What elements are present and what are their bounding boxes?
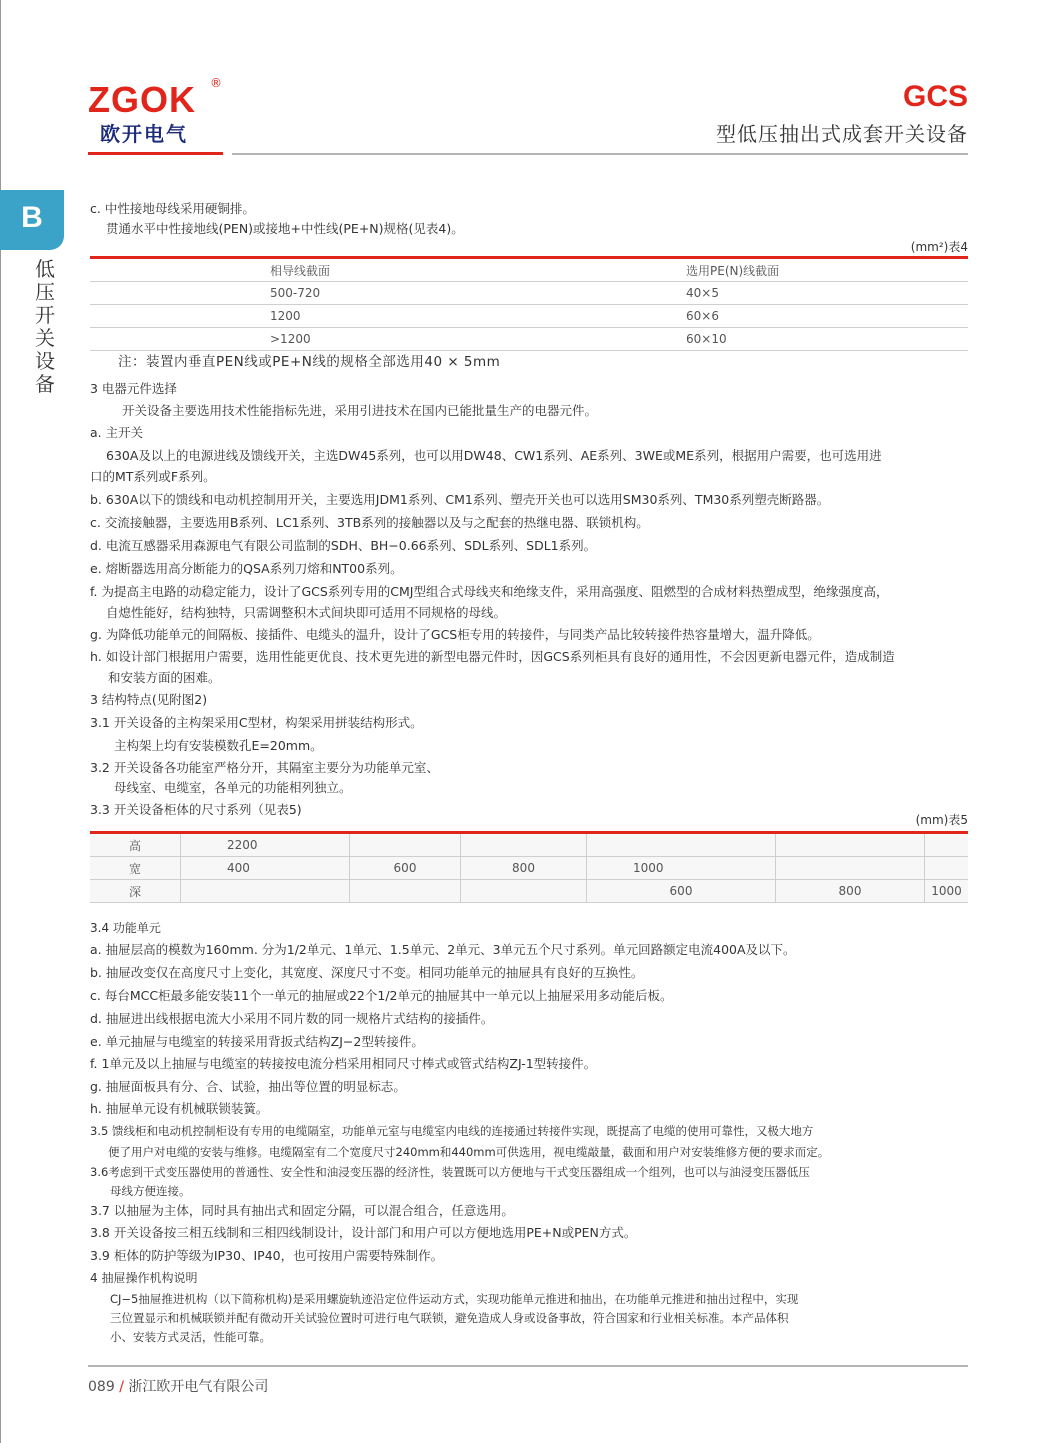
paragraph: e. 单元抽屉与电缆室的转接采用背扳式结构ZJ−2型转接件。 [90, 1034, 424, 1049]
paragraph: b. 抽屉改变仅在高度尺寸上变化，其宽度、深度尺寸不变。相同功能单元的抽屉具有良好的互换性。 [90, 965, 644, 980]
paragraph: 便了用户对电缆的安装与维修。电缆隔室有二个宽度尺寸240mm和440mm可供选用，视电缆敲量，截面和用户对安装维修方便的要求而定。 [108, 1145, 830, 1159]
paragraph: h. 如设计部门根据用户需要，选用性能更优良、技术更先进的新型电器元件时，因GCS系列柜具有良好的通用性，不会因更新电器元件，造成制造 [90, 649, 895, 664]
table5-caption: (mm)表5 [915, 813, 968, 827]
table-cell [350, 880, 461, 903]
table-row [90, 305, 968, 328]
paragraph: c. 中性接地母线采用硬铜排。 [90, 201, 255, 216]
paragraph: 和安装方面的困难。 [108, 670, 221, 685]
table-cell [461, 880, 587, 903]
table-cell [181, 880, 350, 903]
table-row [90, 857, 968, 880]
table-cell: 600 [587, 880, 776, 903]
paragraph: 3.2 开关设备各功能室严格分开，其隔室主要分为功能单元室、 [90, 760, 439, 775]
vertical-char: 压 [35, 280, 55, 304]
table-header-cell: 相导线截面 [90, 259, 686, 282]
paragraph: f. 1单元及以上抽屉与电缆室的转接按电流分档采用相同尺寸棒式或管式结构ZJ-1型转接件。 [90, 1056, 597, 1071]
paragraph: 3.9 柜体的防护等级为IP30、IP40，也可按用户需要特殊制作。 [90, 1248, 444, 1263]
table-cell [776, 834, 925, 857]
footer [88, 1376, 268, 1396]
table-header-row [90, 259, 968, 282]
table-cell: 500-720 [90, 282, 686, 305]
paragraph: f. 为提高主电路的动稳定能力，设计了GCS系列专用的CMJ型组合式母线夹和绝缘支件，采用高强度、阻燃型的合成材料热塑成型，绝缘强度高， [90, 584, 889, 599]
table-row [90, 282, 968, 305]
table-row [90, 834, 968, 857]
vertical-char: 低 [35, 257, 55, 281]
table-cell: 1000 [587, 857, 776, 880]
table-cell: 1000 [925, 880, 969, 903]
table-cell: 400 [181, 857, 350, 880]
table-cell: 800 [776, 880, 925, 903]
header-divider [232, 153, 968, 155]
paragraph: 3.7 以抽屉为主体，同时具有抽出式和固定分隔，可以混合组合，任意选用。 [90, 1203, 514, 1218]
table-cell: 60×10 [686, 328, 968, 351]
paragraph: 三位置显示和机械联锁并配有微动开关试验位置时可进行电气联锁，避免造成人身或设备事故，符合国家和行业相关标准。本产品体积 [110, 1311, 789, 1325]
vertical-char: 备 [35, 372, 55, 396]
paragraph: 3.3 开关设备柜体的尺寸系列（见表5) [90, 802, 302, 817]
paragraph: g. 抽屉面板具有分、合、试验，抽出等位置的明显标志。 [90, 1079, 406, 1094]
table4-note: 注：装置内垂直PEN线或PE+N线的规格全部选用40 × 5mm [118, 354, 501, 370]
footer-separator: / [119, 1379, 124, 1395]
section-heading: 3.4 功能单元 [90, 921, 161, 935]
paragraph: 贯通水平中性接地线(PEN)或接地+中性线(PE+N)规格(见表4)。 [106, 221, 464, 236]
paragraph: c. 交流接触器，主要选用B系列、LC1系列、3TB系列的接触器以及与之配套的热继电器、联锁机构。 [90, 515, 649, 530]
table-cell [925, 857, 969, 880]
table4-caption: (mm²)表4 [910, 240, 968, 254]
vertical-char: 开 [35, 303, 55, 327]
table-cell [925, 834, 969, 857]
table-cell [776, 857, 925, 880]
table-cell: 40×5 [686, 282, 968, 305]
table-cell: 60×6 [686, 305, 968, 328]
paragraph: h. 抽屉单元设有机械联锁装簧。 [90, 1101, 269, 1116]
section-heading: 3 电器元件选择 [90, 381, 177, 396]
table-cell [461, 834, 587, 857]
table4 [90, 259, 968, 351]
brand-logo: ZGOK [88, 79, 196, 120]
table-cell: 深 [90, 880, 181, 903]
table5 [90, 834, 968, 903]
table-cell: 2200 [181, 834, 350, 857]
company-name-cn: 欧开电气 [100, 122, 188, 146]
table-row [90, 880, 968, 903]
paragraph: 自熄性能好，结构独特，只需调整积木式间块即可适用不同规格的母线。 [106, 605, 507, 620]
paragraph: 小、安装方式灵活，性能可靠。 [110, 1330, 271, 1344]
paragraph: 3.5 馈线柜和电动机控制柜设有专用的电缆隔室，功能单元室与电缆室内电线的连接通过转接件实现，既提高了电缆的使用可靠性，又极大地方 [90, 1124, 814, 1138]
section-tab: B [0, 190, 64, 250]
paragraph: g. 为降低功能单元的间隔板、接插件、电缆头的温升，设计了GCS柜专用的转接件，与同类产品比较转接件热容量增大，温升降低。 [90, 627, 820, 642]
paragraph: e. 熔断器选用高分断能力的QSA系列刀熔和NT00系列。 [90, 561, 403, 576]
paragraph: d. 抽屉进出线根据电流大小采用不同片数的同一规格片式结构的接插件。 [90, 1011, 494, 1026]
vertical-char: 关 [35, 326, 55, 350]
table-cell: >1200 [90, 328, 686, 351]
section-vertical-title [34, 258, 56, 396]
table-cell: 600 [350, 857, 461, 880]
page-edge-line [0, 250, 1, 1443]
table-cell: 1200 [90, 305, 686, 328]
paragraph: 主构架上均有安装模数孔E=20mm。 [114, 738, 323, 753]
table-header-cell: 选用PE(N)线截面 [686, 259, 968, 282]
paragraph: 母线方便连接。 [110, 1184, 191, 1198]
product-code: GCS [902, 80, 968, 113]
footer-company: 浙江欧开电气有限公司 [128, 1379, 269, 1395]
paragraph: d. 电流互感器采用森源电气有限公司监制的SDH、BH−0.66系列、SDL系列、SDL1系列。 [90, 538, 597, 553]
section-heading: 3 结构特点(见附图2) [90, 692, 208, 707]
paragraph: 口的MT系列或F系列。 [90, 469, 216, 484]
paragraph: 3.1 开关设备的主构架采用C型材，构架采用拼装结构形式。 [90, 715, 423, 730]
paragraph: c. 每台MCC柜最多能安装11个一单元的抽屉或22个1/2单元的抽屉其中一单元以上抽屉采用多动能后板。 [90, 988, 673, 1003]
table-cell [350, 834, 461, 857]
table-row [90, 328, 968, 351]
section-heading: 4 抽屉操作机构说明 [90, 1271, 198, 1285]
vertical-char: 设 [35, 349, 55, 373]
paragraph: 630A及以上的电源进线及馈线开关，主选DW45系列，也可以用DW48、CW1系列、AE系列、3WE或ME系列，根据用户需要，也可选用进 [106, 448, 882, 463]
logo-underline [88, 152, 223, 155]
paragraph: a. 主开关 [90, 425, 144, 440]
page-edge-line [0, 0, 1, 190]
paragraph: 开关设备主要选用技术性能指标先进，采用引进技术在国内已能批量生产的电器元件。 [122, 403, 598, 418]
paragraph: CJ−5抽屉推进机构（以下简称机构)是采用螺旋轨迹沿定位件运动方式，实现功能单元推进和抽出，在功能单元推进和抽出过程中，实现 [110, 1292, 799, 1306]
paragraph: 母线室、电缆室，各单元的功能相列独立。 [114, 780, 352, 795]
page-number: 089 [88, 1379, 115, 1395]
table-cell [587, 834, 776, 857]
paragraph: a. 抽屉层高的模数为160mm. 分为1/2单元、1单元、1.5单元、2单元、3单元五个尺寸系列。单元回路额定电流400A及以下。 [90, 942, 796, 957]
table-cell: 高 [90, 834, 181, 857]
table-cell: 宽 [90, 857, 181, 880]
footer-divider [88, 1365, 968, 1367]
table-cell: 800 [461, 857, 587, 880]
registered-mark: ® [210, 76, 222, 90]
product-title: 型低压抽出式成套开关设备 [716, 122, 968, 146]
paragraph: 3.8 开关设备按三相五线制和三相四线制设计，设计部门和用户可以方便地选用PE+N或PEN方式。 [90, 1225, 637, 1240]
paragraph: b. 630A以下的馈线和电动机控制用开关，主要选用JDM1系列、CM1系列、塑壳开关也可以选用SM30系列、TM30系列塑壳断路器。 [90, 492, 830, 507]
paragraph: 3.6考虑到干式变压器使用的普通性、安全性和油浸变压器的经济性，装置既可以方便地与干式变压器组成一个组列，也可以与油浸变压器低压 [90, 1165, 810, 1179]
